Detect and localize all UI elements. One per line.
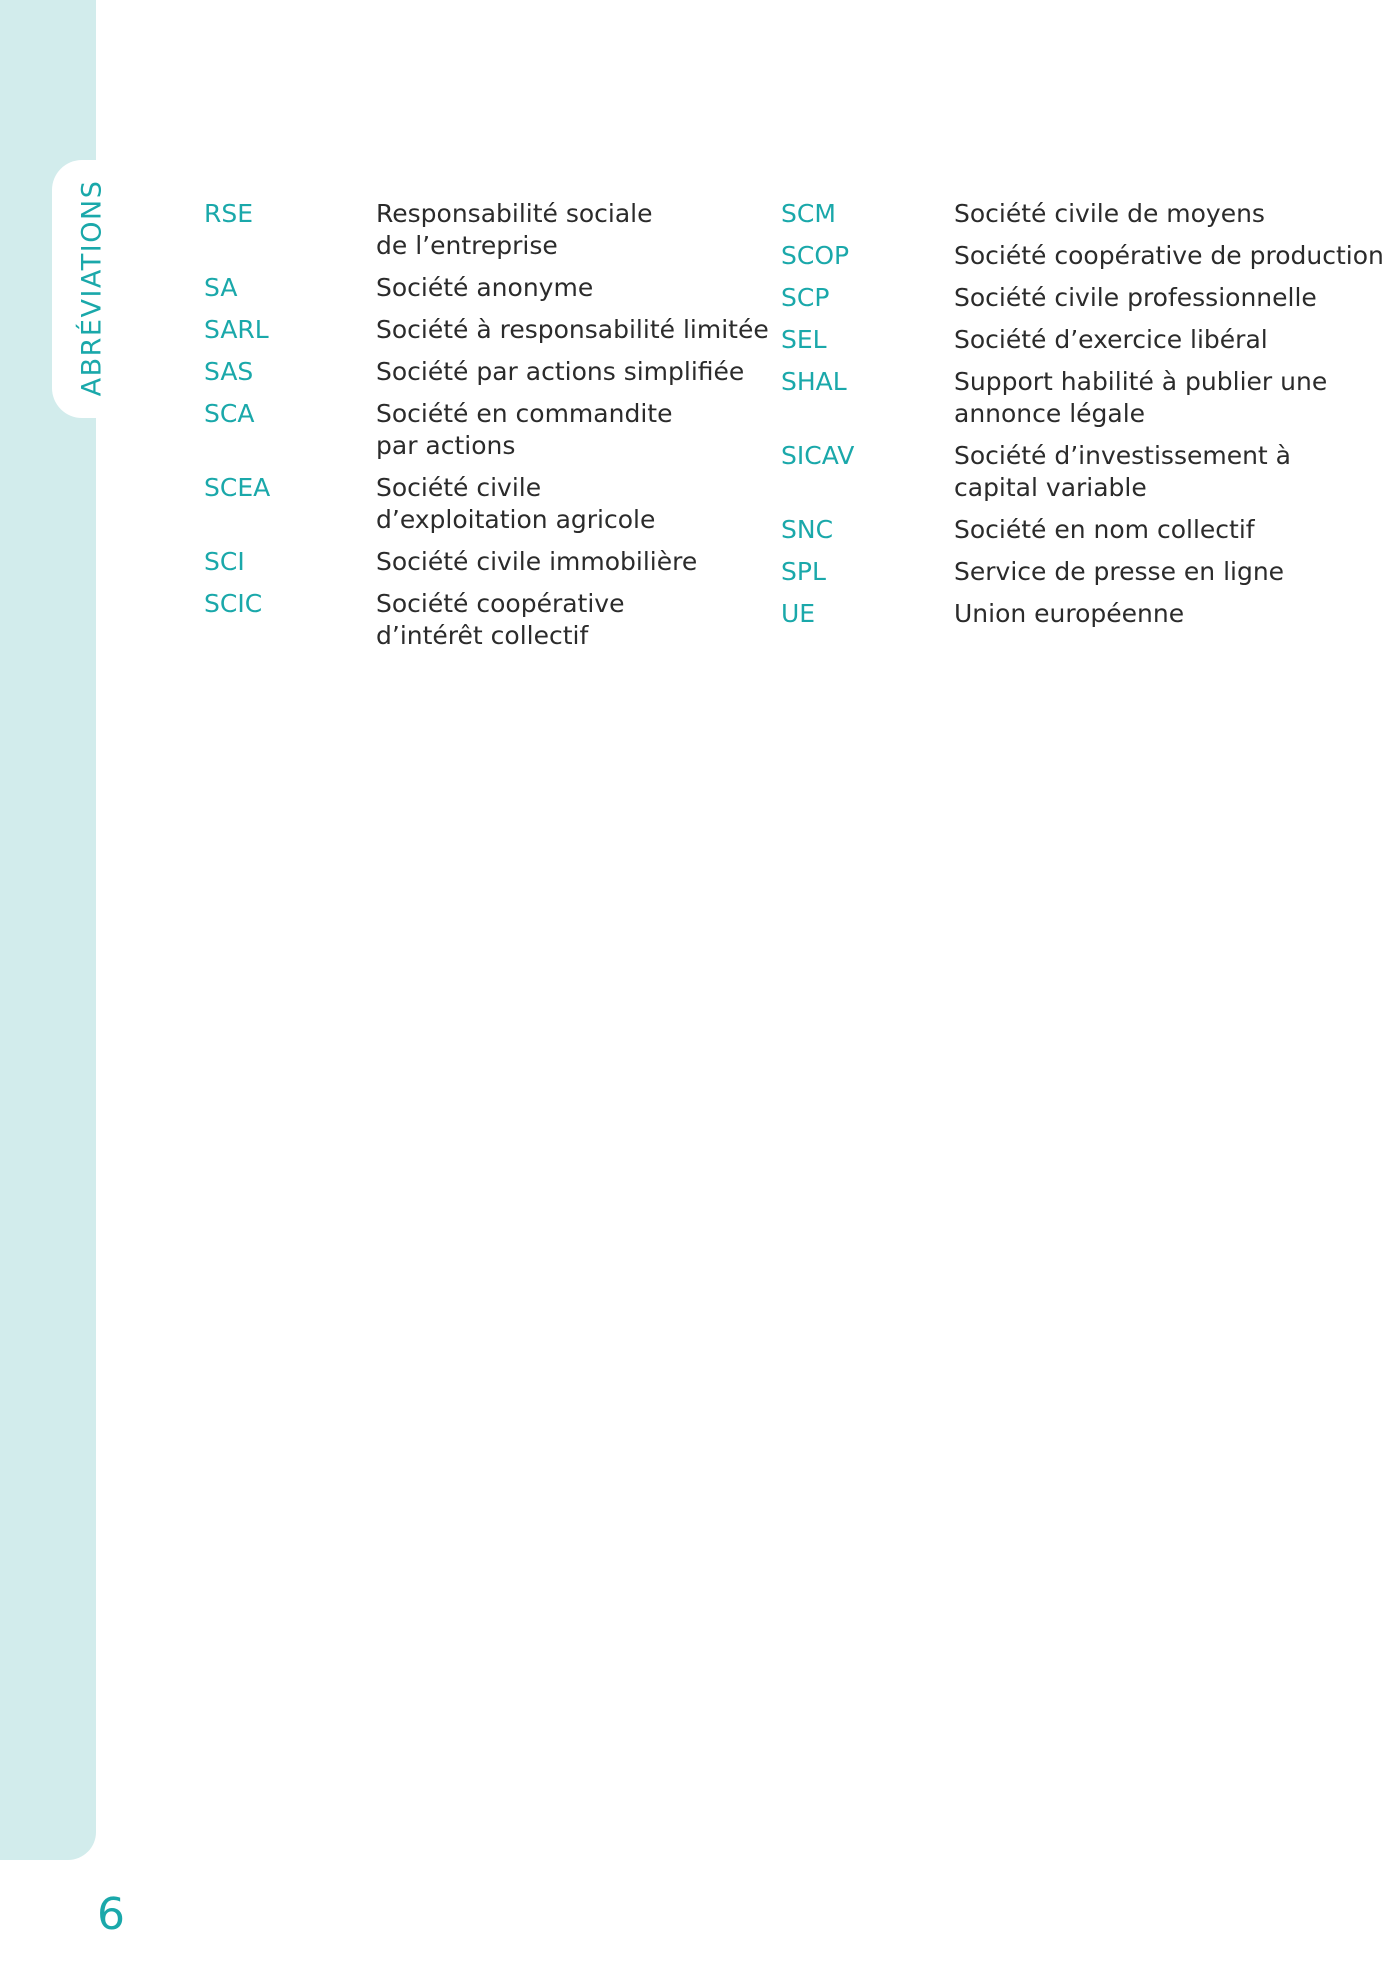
abbreviation-definition bbox=[376, 588, 624, 652]
abbreviation-entry bbox=[204, 356, 764, 388]
abbreviation-term: SCI bbox=[204, 547, 245, 576]
definition-line: Société anonyme bbox=[376, 273, 594, 302]
definition-line: Société d’exercice libéral bbox=[954, 325, 1268, 354]
definition-line: de l’entreprise bbox=[376, 231, 558, 260]
abbreviation-term: SCM bbox=[781, 199, 836, 228]
abbreviation-entry bbox=[781, 324, 1381, 356]
abbreviation-term: SCEA bbox=[204, 473, 271, 502]
abbreviation-entry bbox=[204, 546, 764, 578]
abbreviation-definition bbox=[954, 282, 1317, 314]
abbreviation-term: UE bbox=[781, 599, 816, 628]
definition-line: Service de presse en ligne bbox=[954, 557, 1285, 586]
abbreviation-term: SPL bbox=[781, 557, 826, 586]
abbreviation-definition bbox=[376, 272, 593, 304]
definition-line: Société en nom collectif bbox=[954, 515, 1255, 544]
definition-line: Société civile immobilière bbox=[376, 547, 698, 576]
abbreviation-term: SCIC bbox=[204, 589, 263, 618]
abbreviation-list-right bbox=[781, 198, 1384, 640]
abbreviation-term: SNC bbox=[781, 515, 834, 544]
definition-line: Société d’investissement à bbox=[954, 441, 1291, 470]
abbreviation-term: SCP bbox=[781, 283, 830, 312]
abbreviation-definition bbox=[376, 472, 655, 536]
definition-line: annonce légale bbox=[954, 399, 1146, 428]
abbreviation-entry bbox=[781, 598, 1381, 630]
abbreviation-definition bbox=[954, 514, 1255, 546]
abbreviation-entry bbox=[204, 588, 764, 652]
abbreviation-definition bbox=[376, 546, 697, 578]
definition-line: par actions bbox=[376, 431, 516, 460]
definition-line: Société à responsabilité limitée bbox=[376, 315, 769, 344]
abbreviation-definition bbox=[376, 356, 744, 388]
abbreviation-entry bbox=[204, 314, 769, 346]
abbreviation-definition bbox=[376, 198, 653, 262]
definition-line: Société par actions simplifiée bbox=[376, 357, 745, 386]
abbreviation-definition bbox=[376, 398, 672, 462]
definition-line: Responsabilité sociale bbox=[376, 199, 653, 228]
definition-line: d’exploitation agricole bbox=[376, 505, 656, 534]
abbreviation-entry bbox=[781, 440, 1381, 504]
abbreviation-entry bbox=[781, 282, 1381, 314]
abbreviation-entry bbox=[781, 240, 1384, 272]
abbreviation-entry bbox=[781, 366, 1381, 430]
definition-line: d’intérêt collectif bbox=[376, 621, 589, 650]
abbreviation-definition bbox=[954, 556, 1284, 588]
abbreviation-definition bbox=[954, 240, 1384, 272]
abbreviation-entry bbox=[204, 198, 764, 262]
page-number: 6 bbox=[97, 1889, 125, 1940]
abbreviation-entry bbox=[204, 272, 764, 304]
abbreviation-entry bbox=[204, 398, 764, 462]
abbreviation-entry bbox=[781, 514, 1381, 546]
abbreviation-entry bbox=[204, 472, 764, 536]
definition-line: Société coopérative de production bbox=[954, 241, 1384, 270]
abbreviation-term: SA bbox=[204, 273, 238, 302]
abbreviation-definition bbox=[376, 314, 769, 346]
definition-line: capital variable bbox=[954, 473, 1147, 502]
abbreviation-term: SARL bbox=[204, 315, 269, 344]
definition-line: Société coopérative bbox=[376, 589, 625, 618]
abbreviation-term: SAS bbox=[204, 357, 254, 386]
abbreviation-term: SHAL bbox=[781, 367, 847, 396]
definition-line: Union européenne bbox=[954, 599, 1185, 628]
abbreviation-definition bbox=[954, 198, 1265, 230]
abbreviation-term: RSE bbox=[204, 199, 254, 228]
section-title: ABRÉVIATIONS bbox=[76, 179, 108, 397]
abbreviation-term: SICAV bbox=[781, 441, 855, 470]
abbreviation-definition bbox=[954, 440, 1291, 504]
definition-line: Support habilité à publier une bbox=[954, 367, 1328, 396]
abbreviation-list-left bbox=[204, 198, 769, 662]
abbreviation-entry bbox=[781, 198, 1381, 230]
definition-line: Société civile de moyens bbox=[954, 199, 1265, 228]
definition-line: Société civile professionnelle bbox=[954, 283, 1317, 312]
abbreviation-definition bbox=[954, 366, 1327, 430]
definition-line: Société en commandite bbox=[376, 399, 673, 428]
abbreviation-definition bbox=[954, 324, 1268, 356]
abbreviation-definition bbox=[954, 598, 1184, 630]
abbreviation-term: SCOP bbox=[781, 241, 850, 270]
abbreviation-term: SEL bbox=[781, 325, 827, 354]
definition-line: Société civile bbox=[376, 473, 542, 502]
abbreviation-entry bbox=[781, 556, 1381, 588]
abbreviation-term: SCA bbox=[204, 399, 255, 428]
